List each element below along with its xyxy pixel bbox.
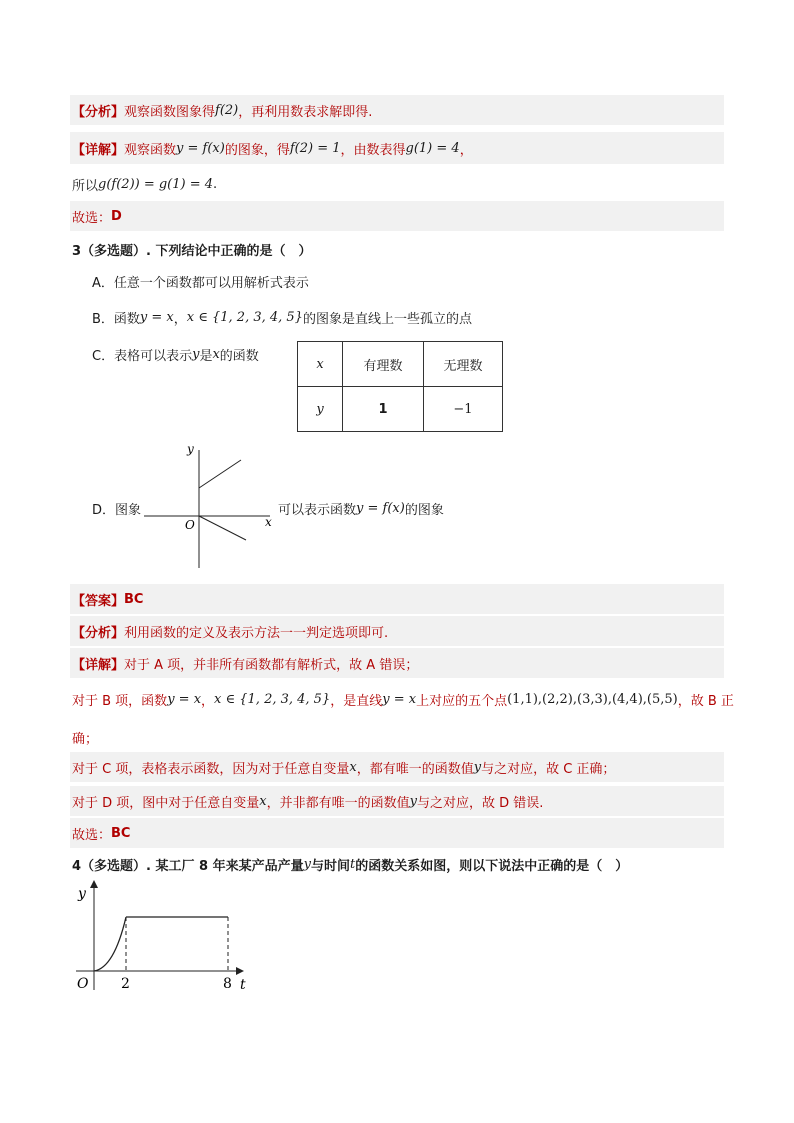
so-end: . [213,176,218,192]
choice-label: 故选： [72,827,112,843]
detail-var: y [409,793,417,809]
analysis-tag: 【分析】 [72,625,125,641]
q3-detail-b-line [72,686,734,712]
detail-tag: 【详解】 [72,142,125,158]
analysis-tag: 【分析】 [72,104,125,120]
answer-tag: 【答案】 [72,593,125,609]
table-cell: 1 [343,387,424,432]
q3-answer-block [70,584,724,614]
detail-text: ，是直线 [330,693,383,709]
detail-text: 对于 A 项，并非所有函数都有解析式，故 A 错误； [124,657,419,673]
q3-option-d-suffix [278,497,444,519]
detail-math: y = f(x) [176,140,225,156]
q3-detail-block [70,648,724,678]
q3-option-d [92,497,141,519]
table-cell: −1 [424,387,503,432]
option-b-sep: ， [173,311,187,327]
choice-value: BC [111,825,131,841]
analysis-text-end: ，再利用数表求解即得. [238,104,373,120]
detail-text: 对于 B 项，函数 [72,693,168,709]
option-d-graph [140,440,280,570]
option-c-y: y [192,346,200,362]
table-row [298,342,503,387]
q4-t-label: t [240,977,246,993]
analysis-text: 观察函数图象得 [124,104,216,120]
graph-lower-segment [199,516,246,540]
detail-text: ，由数表得 [340,142,406,158]
q4-heading [72,853,628,875]
q4-tick-2: 2 [121,976,130,992]
detail-math: f(2) = 1 [289,140,341,156]
detail-var: x [349,759,357,775]
detail-text: ，都有唯一的函数值 [356,761,474,777]
detail-text: 对于 C 项，表格表示函数，因为对于任意自变量 [72,761,350,777]
option-c-prefix: C．表格可以表示 [92,348,193,364]
option-d-prefix: D．图象 [92,502,142,518]
option-b-prefix: B．函数 [92,311,140,327]
detail-math: y = x [167,691,202,707]
q3-detail-b-wrap: 确； [72,731,99,747]
q2-so-line [72,172,217,196]
table-cell: x [298,342,343,387]
detail-var: y [473,759,482,775]
graph-y-label: y [187,442,194,456]
q3-choice-block [70,818,724,848]
option-d-suffix: 可以表示函数 [278,502,357,518]
q3-analysis-block [70,616,724,646]
choice-label: 故选： [72,210,112,226]
q2-choice-block [70,201,724,231]
q4-y-label: y [78,886,86,902]
detail-text: 的图象，得 [224,142,290,158]
detail-text: ，并非都有唯一的函数值 [266,795,410,811]
q4-growth-curve [94,917,126,971]
table-row [298,387,503,432]
table-cell: y [298,387,343,432]
detail-text: ， [201,693,215,709]
choice-value: D [111,208,122,224]
q3-heading: 3（多选题）. 下列结论中正确的是（ ） [72,243,312,259]
detail-text: 观察函数 [124,142,177,158]
table-cell: 有理数 [343,342,424,387]
so-math: g(f(2)) = g(1) = 4 [98,176,214,192]
graph-upper-segment [199,460,241,488]
detail-math: g(1) = 4 [405,140,460,156]
option-b-math: x ∈ {1, 2, 3, 4, 5} [186,309,303,325]
table-cell: 无理数 [424,342,503,387]
detail-text: 与之对应，故 D 错误. [417,795,544,811]
q4-origin-label: O [77,976,89,992]
q2-detail-block [70,132,724,164]
option-b-suffix: 的图象是直线上一些孤立的点 [302,311,472,327]
option-d-math: y = f(x) [356,500,405,516]
detail-text: ， [459,142,473,158]
detail-text: ，故 B 正 [677,693,734,709]
q4-heading-text: 4（多选题）. 某工厂 8 年来某产品产量 [72,858,304,874]
detail-text: 对于 D 项，图中对于任意自变量 [72,795,260,811]
option-d-suffix: 的图象 [404,502,444,518]
detail-tag: 【详解】 [72,657,125,673]
q3-detail-d-block [70,786,724,816]
detail-var: x [259,793,267,809]
option-c-x: x [212,346,220,362]
q3-detail-c-block [70,752,724,782]
value-table [297,341,503,432]
graph-origin-label: O [185,518,195,532]
detail-math: y = x [382,691,417,707]
q3-option-a: A．任意一个函数都可以用解析式表示 [92,275,309,291]
analysis-text: 利用函数的定义及表示方法一一判定选项即可. [124,625,389,641]
q4-graph [70,878,260,993]
q4-heading-var: t [349,856,356,872]
answer-value: BC [124,591,144,607]
q2-analysis-block [70,95,724,125]
analysis-math: f(2) [215,102,239,118]
q3-option-c [92,343,259,365]
detail-math: x ∈ {1, 2, 3, 4, 5} [214,691,331,707]
option-b-math: y = x [139,309,174,325]
q4-tick-8: 8 [223,976,232,992]
q3-option-b [92,305,472,329]
option-c-suffix: 的函数 [219,348,259,364]
detail-text: 上对应的五个点 [416,693,508,709]
option-c-mid: 是 [199,348,213,364]
detail-points: (1,1),(2,2),(3,3),(4,4),(5,5) [507,691,678,707]
q4-heading-text: 与时间 [310,858,350,874]
graph-x-label: x [265,515,272,529]
q4-heading-var: y [303,856,311,872]
so-text: 所以 [72,178,99,194]
detail-text: 与之对应，故 C 正确； [481,761,616,777]
q4-heading-text: 的函数关系如图，则以下说法中正确的是（ ） [355,858,629,874]
